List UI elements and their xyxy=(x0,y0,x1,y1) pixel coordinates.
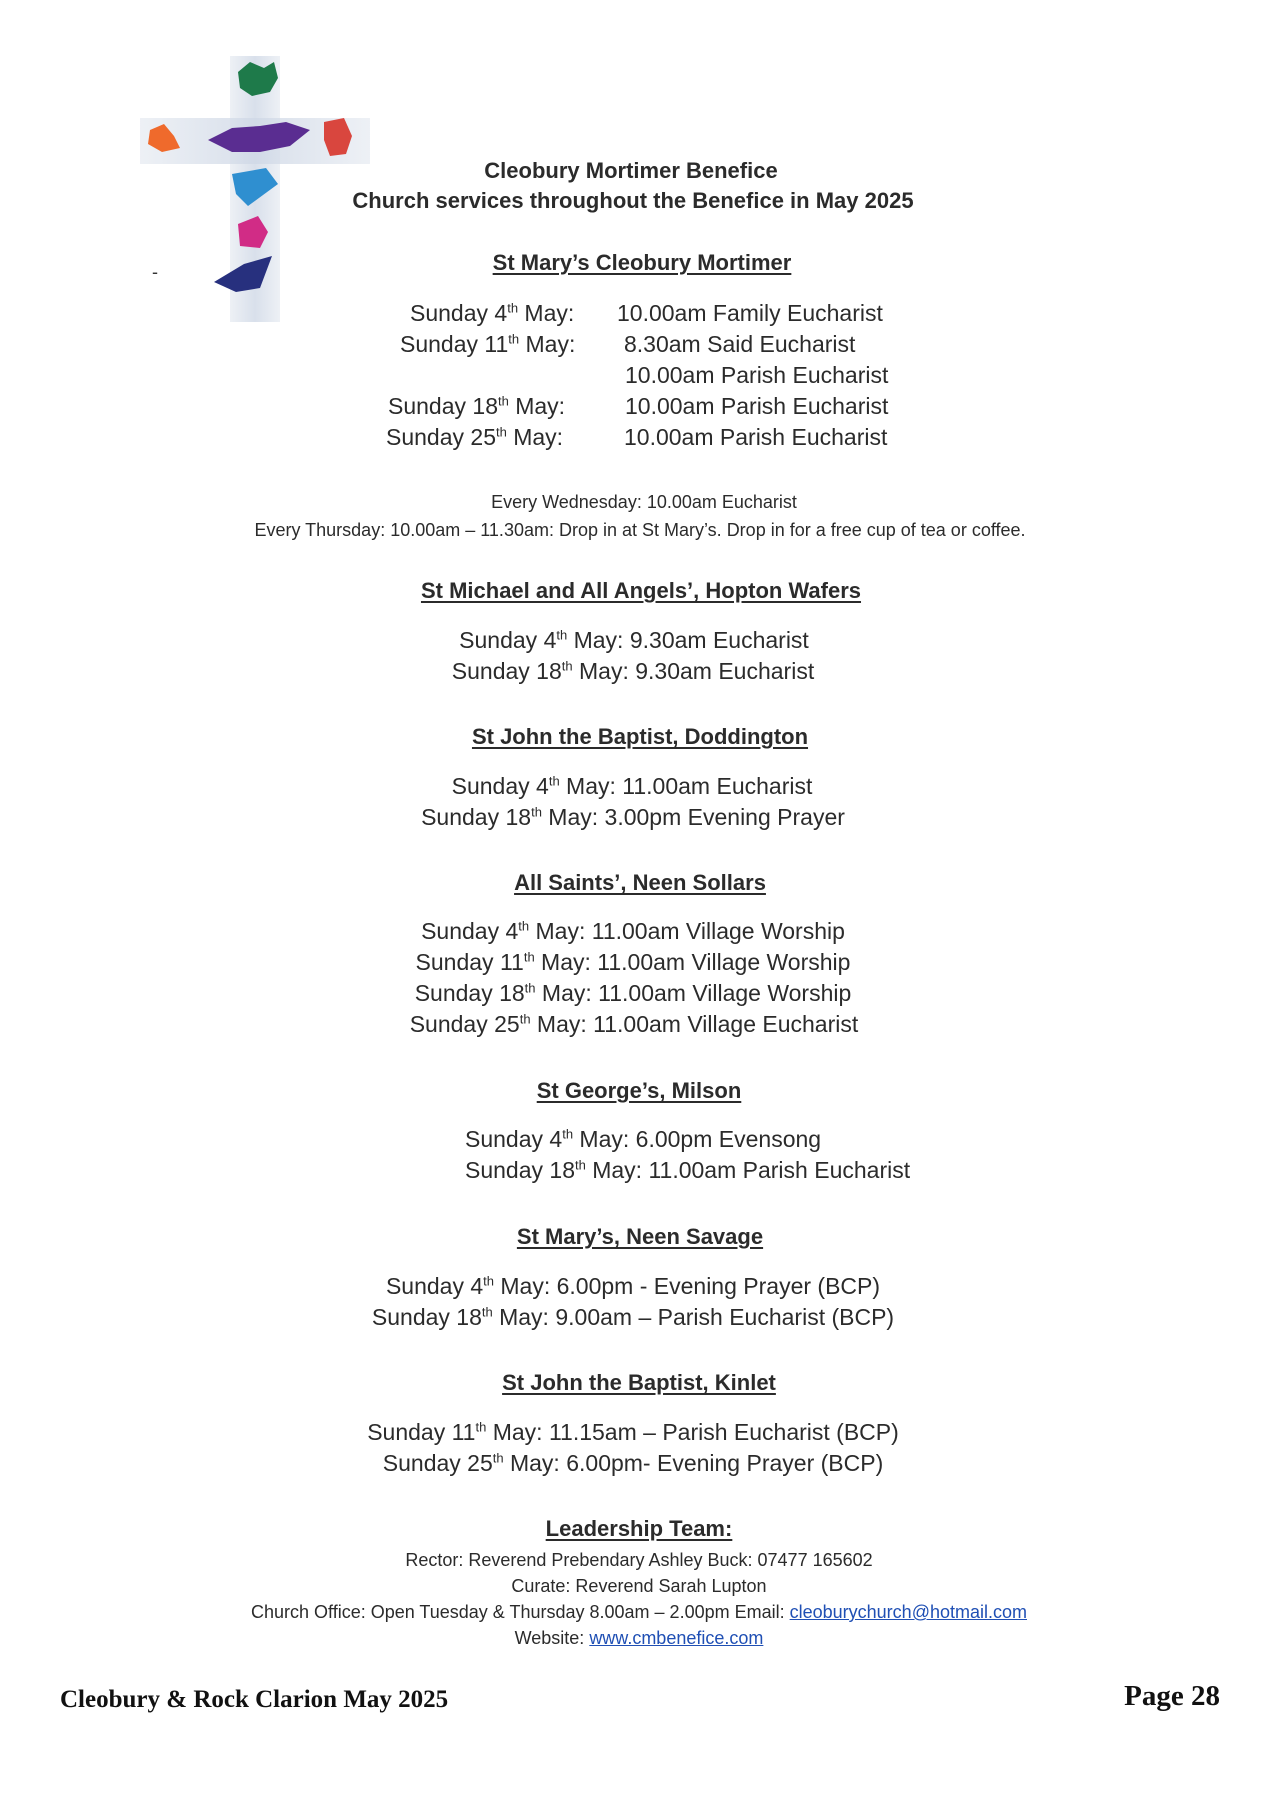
neen-sollars-heading: All Saints’, Neen Sollars xyxy=(514,870,766,895)
hopton-heading: St Michael and All Angels’, Hopton Wafers xyxy=(420,578,862,603)
email-link[interactable]: cleoburychurch@hotmail.com xyxy=(789,1602,1027,1622)
st-marys-cm-heading: St Mary’s Cleobury Mortimer xyxy=(492,250,792,275)
st-marys-cm-service-2: 8.30am Said Eucharist xyxy=(624,331,856,357)
st-marys-cm-day-2: Sunday 11th May: xyxy=(400,331,576,357)
st-marys-cm-day-4: Sunday 18th May: xyxy=(388,393,566,419)
page-number: Page 28 xyxy=(1124,1680,1220,1712)
neen-savage-service-2: Sunday 18th May: 9.00am – Parish Eucharist (BCP) xyxy=(371,1304,895,1330)
neen-sollars-service-4: Sunday 25th May: 11.00am Village Eucharist xyxy=(409,1011,859,1037)
stray-dash: - xyxy=(152,262,158,282)
neen-sollars-service-2: Sunday 11th May: 11.00am Village Worship xyxy=(415,949,851,975)
church-office-line: Church Office: Open Tuesday & Thursday 8.00am – 2.00pm Email: cleoburychurch@hotmail.com xyxy=(251,1602,1027,1622)
thursday-dropin: Every Thursday: 10.00am – 11.30am: Drop in at St Mary’s. Drop in for a free cup of tea or coffee. xyxy=(254,520,1026,540)
st-marys-cm-service-1: 10.00am Family Eucharist xyxy=(617,300,883,326)
st-marys-cm-service-3: 10.00am Parish Eucharist xyxy=(625,362,889,388)
kinlet-heading: St John the Baptist, Kinlet xyxy=(502,1370,776,1395)
doddington-service-1: Sunday 4th May: 11.00am Eucharist xyxy=(451,773,813,799)
st-marys-cm-day-5: Sunday 25th May: xyxy=(386,424,564,450)
kinlet-service-1: Sunday 11th May: 11.15am – Parish Eucharist (BCP) xyxy=(367,1419,899,1445)
curate-line: Curate: Reverend Sarah Lupton xyxy=(511,1576,767,1596)
st-marys-cm-service-5: 10.00am Parish Eucharist xyxy=(624,424,888,450)
wednesday-service: Every Wednesday: 10.00am Eucharist xyxy=(491,492,797,512)
rector-line: Rector: Reverend Prebendary Ashley Buck: 07477 165602 xyxy=(405,1550,873,1570)
neen-sollars-service-1: Sunday 4th May: 11.00am Village Worship xyxy=(421,918,845,944)
hopton-service-2: Sunday 18th May: 9.30am Eucharist xyxy=(451,658,815,684)
publication-name: Cleobury & Rock Clarion May 2025 xyxy=(60,1686,449,1713)
neen-sollars-service-3: Sunday 18th May: 11.00am Village Worship xyxy=(414,980,852,1006)
kinlet-service-2: Sunday 25th May: 6.00pm- Evening Prayer (BCP) xyxy=(382,1450,884,1476)
doddington-heading: St John the Baptist, Doddington xyxy=(471,724,809,749)
milson-service-2: Sunday 18th May: 11.00am Parish Eucharist xyxy=(465,1157,911,1183)
website-link[interactable]: www.cmbenefice.com xyxy=(589,1628,764,1648)
st-marys-cm-service-4: 10.00am Parish Eucharist xyxy=(625,393,889,419)
doddington-service-2: Sunday 18th May: 3.00pm Evening Prayer xyxy=(421,804,845,830)
st-marys-cm-day-1: Sunday 4th May: xyxy=(410,300,575,326)
leadership-heading: Leadership Team: xyxy=(545,1516,733,1541)
neen-savage-service-1: Sunday 4th May: 6.00pm - Evening Prayer (BCP) xyxy=(385,1273,881,1299)
benefice-title: Cleobury Mortimer Benefice xyxy=(484,158,778,183)
milson-service-1: Sunday 4th May: 6.00pm Evensong xyxy=(465,1126,822,1152)
milson-heading: St George’s, Milson xyxy=(536,1078,742,1103)
website-line: Website: www.cmbenefice.com xyxy=(514,1628,764,1648)
services-title: Church services throughout the Benefice in May 2025 xyxy=(352,188,914,213)
neen-savage-heading: St Mary’s, Neen Savage xyxy=(516,1224,764,1249)
hopton-service-1: Sunday 4th May: 9.30am Eucharist xyxy=(459,627,809,653)
